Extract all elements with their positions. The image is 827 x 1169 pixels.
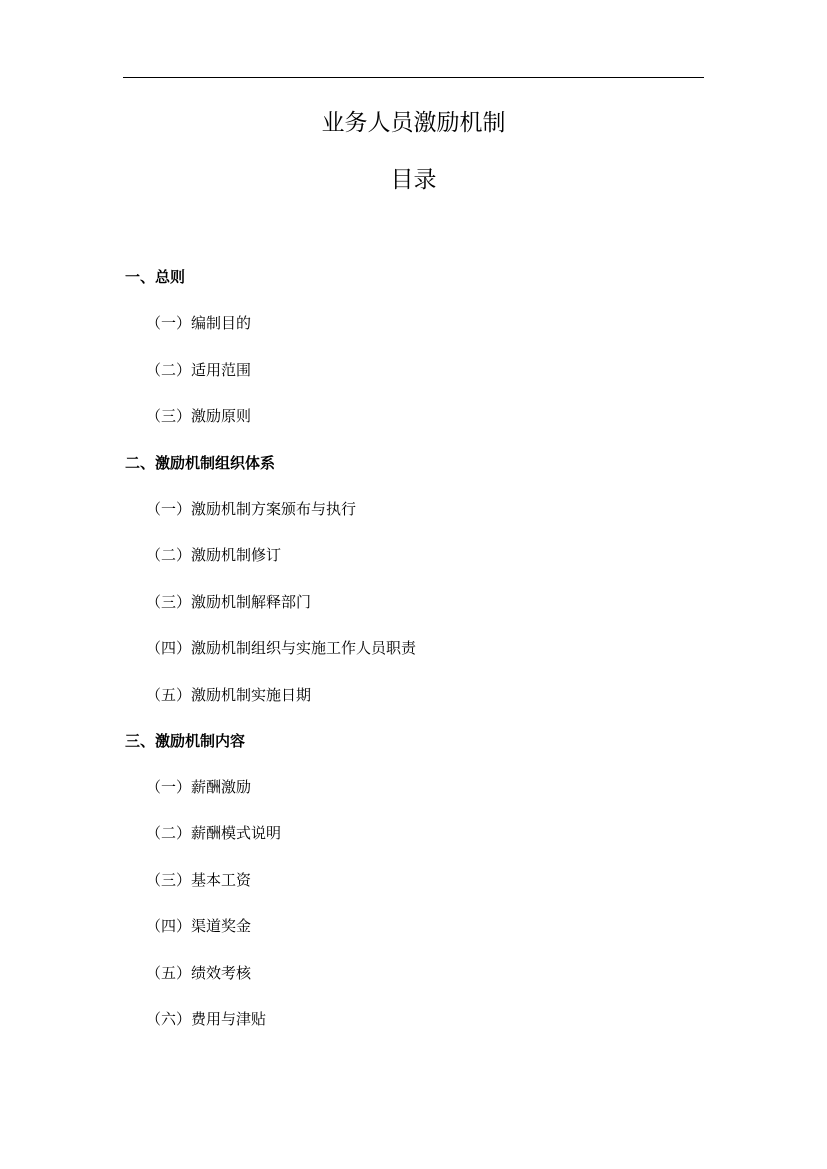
toc-item-2-4[interactable]: （四）激励机制组织与实施工作人员职责 — [146, 639, 417, 657]
toc-item-1-1[interactable]: （一）编制目的 — [146, 314, 252, 332]
toc-item-1-2[interactable]: （二）适用范围 — [146, 361, 252, 379]
toc-item-3-5[interactable]: （五）绩效考核 — [146, 964, 252, 982]
toc-item-2-1[interactable]: （一）激励机制方案颁布与执行 — [146, 500, 357, 518]
toc-item-2-3[interactable]: （三）激励机制解释部门 — [146, 593, 312, 611]
toc-section-1[interactable]: 一、总则 — [125, 268, 186, 286]
toc-item-3-3[interactable]: （三）基本工资 — [146, 871, 252, 889]
document-title: 业务人员激励机制 — [321, 110, 506, 136]
toc-item-1-3[interactable]: （三）激励原则 — [146, 407, 252, 425]
toc-item-3-2[interactable]: （二）薪酬模式说明 — [146, 824, 282, 842]
toc-item-2-2[interactable]: （二）激励机制修订 — [146, 546, 282, 564]
toc-section-2[interactable]: 二、激励机制组织体系 — [125, 454, 276, 472]
toc-item-3-6[interactable]: （六）费用与津贴 — [146, 1010, 267, 1028]
toc-section-3[interactable]: 三、激励机制内容 — [125, 732, 246, 750]
toc-item-2-5[interactable]: （五）激励机制实施日期 — [146, 686, 312, 704]
toc-item-3-1[interactable]: （一）薪酬激励 — [146, 778, 252, 796]
toc-item-3-4[interactable]: （四）渠道奖金 — [146, 917, 252, 935]
toc-heading: 目录 — [390, 167, 437, 193]
